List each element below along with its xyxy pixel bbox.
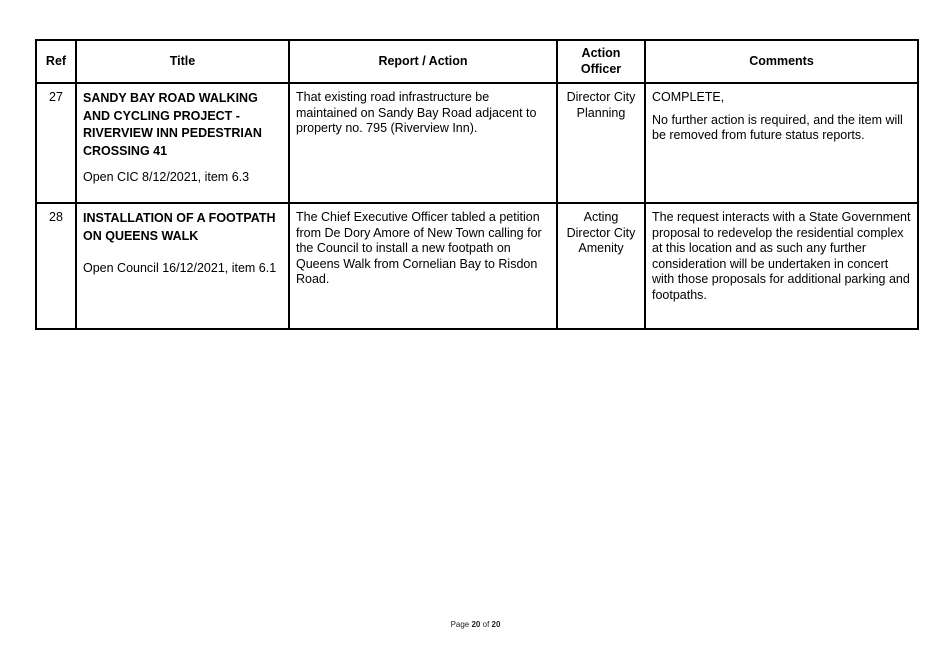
row-action-officer: Acting Director City Amenity [557, 203, 645, 329]
row-meeting-reference: Open CIC 8/12/2021, item 6.3 [83, 170, 250, 184]
total-page-count: 20 [491, 620, 501, 629]
row-title: INSTALLATION OF A FOOTPATH ON QUEENS WALK [83, 211, 276, 243]
row-comments-cell [645, 203, 918, 329]
header-report-action: Report / Action [289, 40, 557, 83]
row-meeting-reference: Open Council 16/12/2021, item 6.1 [83, 261, 277, 275]
table-header-row [36, 40, 918, 83]
row-ref: 27 [36, 83, 76, 203]
table-row [36, 83, 918, 203]
row-comments-cell [645, 83, 918, 203]
row-title-cell [76, 203, 289, 329]
header-action-officer [557, 40, 645, 83]
status-report-table [35, 39, 919, 330]
header-title: Title [76, 40, 289, 83]
row-report-action: That existing road infrastructure be maintained on Sandy Bay Road adjacent to property no. 795 (Riverview Inn). [289, 83, 557, 203]
page-of-label: of [482, 620, 490, 629]
row-title: SANDY BAY ROAD WALKING AND CYCLING PROJECT - RIVERVIEW INN PEDESTRIAN CROSSING 41 [83, 91, 262, 158]
header-action-officer-line1: Action [581, 46, 621, 60]
row-comment: The request interacts with a State Government proposal to redevelop the residential complex at this location and as such any further consideration will be undertaken in concert with those proposals for additional parking and footpaths. [652, 210, 911, 302]
row-report-action: The Chief Executive Officer tabled a petition from De Dory Amore of New Town calling for the Council to install a new footpath on Queens Walk from Cornelian Bay to Risdon Road. [289, 203, 557, 329]
header-comments: Comments [645, 40, 918, 83]
row-comment-status: COMPLETE, [652, 90, 725, 104]
row-title-cell [76, 83, 289, 203]
header-action-officer-line2: Officer [580, 61, 622, 76]
row-action-officer: Director City Planning [557, 83, 645, 203]
header-ref: Ref [36, 40, 76, 83]
page-label: Page [450, 620, 470, 629]
row-ref: 28 [36, 203, 76, 329]
table-row [36, 203, 918, 329]
page-footer [0, 620, 951, 629]
current-page-number: 20 [471, 620, 481, 629]
row-comment: No further action is required, and the item will be removed from future status reports. [652, 112, 903, 142]
